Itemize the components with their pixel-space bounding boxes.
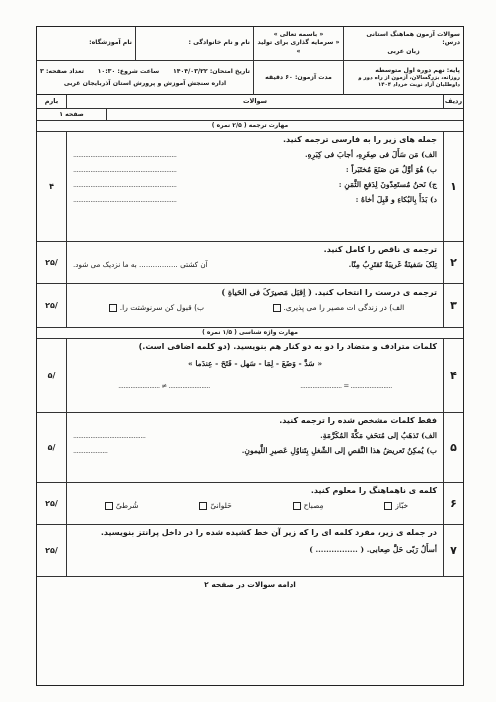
page-bar <box>37 109 463 121</box>
exam-header <box>37 27 463 95</box>
score-header: بارم <box>37 95 67 108</box>
checkbox[interactable] <box>273 304 281 312</box>
answer-line[interactable]: الف) تَذهَبُ إلی مُتحَفِ مَکَّةَ المُکَرَّمَةِ. .......................................... <box>73 431 437 440</box>
question-number: ۶ <box>443 483 463 524</box>
section-vocabulary: مهارت واژه شناسی ( ۱/۵ نمره ) <box>37 328 463 339</box>
checkbox[interactable] <box>199 502 207 510</box>
option-4[interactable]: شُرطیّ <box>102 501 139 510</box>
option-2[interactable]: مِصباح <box>290 501 324 510</box>
option-a[interactable]: الف) در زندگی ات مصیر را می پذیری. <box>270 303 405 312</box>
answer-line[interactable]: ب) هُوَ أوَّلُ مَن صَنَعَ مُختَبَراً : ............................................................ <box>73 165 437 174</box>
checkbox[interactable] <box>109 304 117 312</box>
question-score: /۲۵ <box>37 284 67 327</box>
header-grade: پایه: نهم دوره اول متوسطه روزانه، بزرگسالان، آزمون از راه دور و داوطلبان آزاد نوبت خرداد ۱۴۰۴ <box>343 61 463 95</box>
answer-line[interactable]: ج) نَحنُ مُستَعِدّونَ لِدَفعِ الثَّمَنِ : ............................................................ <box>73 180 437 189</box>
question-title: در جمله ی زیر، مفرد کلمه ای را که زیر آن خط کشیده شده را در داخل پرانتز بنویسید. <box>100 528 437 537</box>
question-score: ۴ <box>37 132 67 241</box>
header-exam-info: تاریخ امتحان: ۱۴۰۴/۰۳/۲۲ ساعت شروع: ۱۰:۳۰ تعداد صفحه: ۳ اداره سنجش آموزش و پرورش استان آذربایجان غربی <box>40 68 250 87</box>
question-6 <box>37 483 463 525</box>
question-title: جمله های زیر را به فارسی ترجمه کنید. <box>282 135 437 144</box>
option-b[interactable]: ب) قبول کن سرنوشتت را. <box>106 303 204 312</box>
question-title: فقط کلمات مشخص شده را ترجمه کنید. <box>279 416 437 425</box>
radif-header: ردیف <box>443 95 463 108</box>
questions-header: سوالات <box>242 97 268 105</box>
question-title: ترجمه ی درست را انتخاب کنید. ( اِقبَل مَصیرَکَ فی الحَیاةِ ) <box>221 287 437 297</box>
question-number: ۷ <box>443 525 463 576</box>
school-name-field[interactable]: نام آموزشگاه: <box>89 39 132 47</box>
page-number: صفحه ۱ <box>37 109 107 120</box>
answer-line[interactable]: د) بَدَأَ بِالبُکاءِ و قَبِلَ أخاهُ : ............................................................ <box>73 195 437 204</box>
question-score: /۵ <box>37 339 67 412</box>
question-1 <box>37 132 463 242</box>
checkbox[interactable] <box>384 502 392 510</box>
option-3[interactable]: حَلوانیّ <box>196 501 231 510</box>
word-list: « سَدَّ - وَضَعَ - لِمَا - سَهل - فَتَحَ - عِندَما » <box>187 359 323 368</box>
answer-line[interactable]: أسأَلُ رَبّی حَلَّ صِعابی. ( ................ ) <box>309 545 437 554</box>
question-score: /۲۵ <box>37 242 67 283</box>
question-4 <box>37 339 463 413</box>
question-2 <box>37 242 463 284</box>
answer-line[interactable]: ب) یُمکِنُ تَعریضُ هذا النَّقصِ إلی الشّغلِ بِتَناوُلِ عَصیرِ اللَّیمونِ. .................... <box>73 446 437 455</box>
table-title-bar <box>37 95 463 109</box>
section-translation: مهارت ترجمه ( ۲/۵ نمره ) <box>37 121 463 132</box>
question-title: ترجمه ی ناقص را کامل کنید. <box>323 245 437 254</box>
question-score: /۵ <box>37 413 67 482</box>
question-number: ۳ <box>443 284 463 327</box>
header-motto: « باسمه تعالی » « سرمایه گذاری برای تولید » <box>253 27 343 60</box>
question-3 <box>37 284 463 328</box>
answer-line[interactable]: تِلکَ سَفینَةٌ غَریبَةٌ تَقتَرِبُ مِنّا. آن کشتی ................. به ما نزدیک می شود. <box>73 260 437 269</box>
option-1[interactable]: خبّاز <box>381 501 408 510</box>
question-5 <box>37 413 463 483</box>
page-footer: ادامه سوالات در صفحه ۲ <box>204 580 296 589</box>
question-number: ۱ <box>443 132 463 241</box>
question-title: کلمات مترادف و متضاد را دو به دو کنار هم بنویسید. (دو کلمه اضافی است.) <box>138 342 437 351</box>
answer-line[interactable]: الف) مَن سَأَلَ فی صِغَرِهِ، أجابَ فی کِبَرِهِ. ............................................................ <box>73 150 437 159</box>
question-title: کلمه ی ناهماهنگ را معلوم کنید. <box>310 486 437 495</box>
student-name-field[interactable]: نام و نام خانوادگی : <box>135 27 253 60</box>
question-number: ۴ <box>443 339 463 412</box>
header-duration: مدت آزمون: ۶۰ دقیقه <box>253 61 343 95</box>
header-subject: سوالات آزمون هماهنگ استانی درس: زبان عربی <box>343 27 463 60</box>
question-score: /۲۵ <box>37 483 67 524</box>
question-number: ۲ <box>443 242 463 283</box>
question-score: /۲۵ <box>37 525 67 576</box>
checkbox[interactable] <box>293 502 301 510</box>
answer-line[interactable]: ........................ = ........................ ........................ ≠ ........................ <box>118 382 392 390</box>
question-number: ۵ <box>443 413 463 482</box>
exam-sheet <box>36 26 464 686</box>
question-7 <box>37 525 463 577</box>
checkbox[interactable] <box>105 502 113 510</box>
